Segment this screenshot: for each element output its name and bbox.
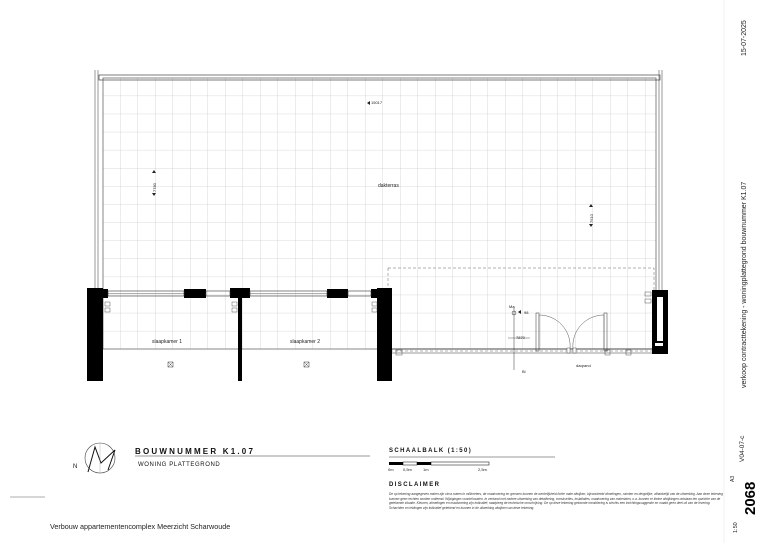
dimension-depth-left: 7780	[152, 183, 157, 192]
sheet-format: A3	[730, 475, 736, 482]
scale-bar-graphic	[389, 462, 489, 465]
wall-partition	[238, 298, 242, 381]
wall-stub-2	[327, 289, 348, 298]
north-arrow-symbol	[85, 443, 115, 474]
dimension-door-width: 7870	[516, 335, 525, 340]
sheet-version: V04-07-c	[739, 435, 746, 462]
dimension-width-total: 15017	[371, 100, 383, 105]
room-label-slaapkamer-1: slaapkamer 1	[152, 339, 183, 345]
room-label-dakrand: daqrand	[576, 363, 591, 368]
bouwnummer-title: BOUWNUMMER K1.07	[135, 447, 256, 456]
level-marker-a: Ma	[509, 304, 515, 309]
scale-tick-1: 0,5m	[403, 467, 412, 472]
bullet-marker: Bl	[522, 369, 526, 374]
sheet-date: 15-07-2025	[741, 20, 748, 56]
scale-title: SCHAALBALK (1:50)	[389, 448, 473, 454]
scale-tick-0: 0m	[388, 467, 394, 472]
disclaimer-title: DISCLAIMER	[389, 482, 441, 488]
project-name: Verbouw appartementencomplex Meerzicht Scharwoude	[50, 522, 231, 531]
wall-middle	[230, 288, 250, 298]
sheet-drawing-title: verkoop contracttekening - woningplattegrond bouwnummer K1.07	[741, 181, 748, 388]
room-label-dakterras: dakterras	[378, 183, 399, 189]
room-label-slaapkamer-2: slaapkamer 2	[290, 339, 321, 345]
disclaimer-text: De op tekening aangegeven maten zijn circa maten in millimeters, de maatvoering en grenzen kunnen de werkelijkheid lichte mate afwijken, bijvoorbeeld afmetingen, ruimten en dergelijke, afhankelijk van de uitwerking. Aan deze tekening kunnen geen rechten worden ontleend. Wijzigingen voorbehouden. In verband met nadere uitwerking van detaillering, constructies, installaties, maatvoering van materialen, o.a. kunnen er kleine afwijkingen ontstaan ten opzichte van de getekende situatie. Kleuren, afmetingen en maatvoering zijn indicatief; raadpleeg de technische omschrijving. De op deze tekening getoonde meubilering is slechts een inrichtingssuggestie en maakt geen deel uit van de levering. Schachten en leidingen zijn indicatief getekend en kunnen in de uitwerking afwijken van deze tekening.	[389, 492, 723, 510]
sheet-scale: 1:50	[733, 522, 739, 533]
wall-stub-1	[184, 289, 206, 298]
scale-tick-2: 1m	[423, 467, 429, 472]
project-number: 2068	[742, 481, 759, 515]
dimension-depth-right: 7510	[589, 214, 594, 223]
north-label: N	[73, 464, 78, 470]
wall-right-bedroom	[377, 288, 392, 381]
scale-tick-3: 2,5m	[478, 467, 487, 472]
wall-left	[87, 288, 103, 381]
level-marker-b: 98	[524, 310, 529, 315]
drawing-subtitle: WONING PLATTEGROND	[138, 462, 221, 468]
